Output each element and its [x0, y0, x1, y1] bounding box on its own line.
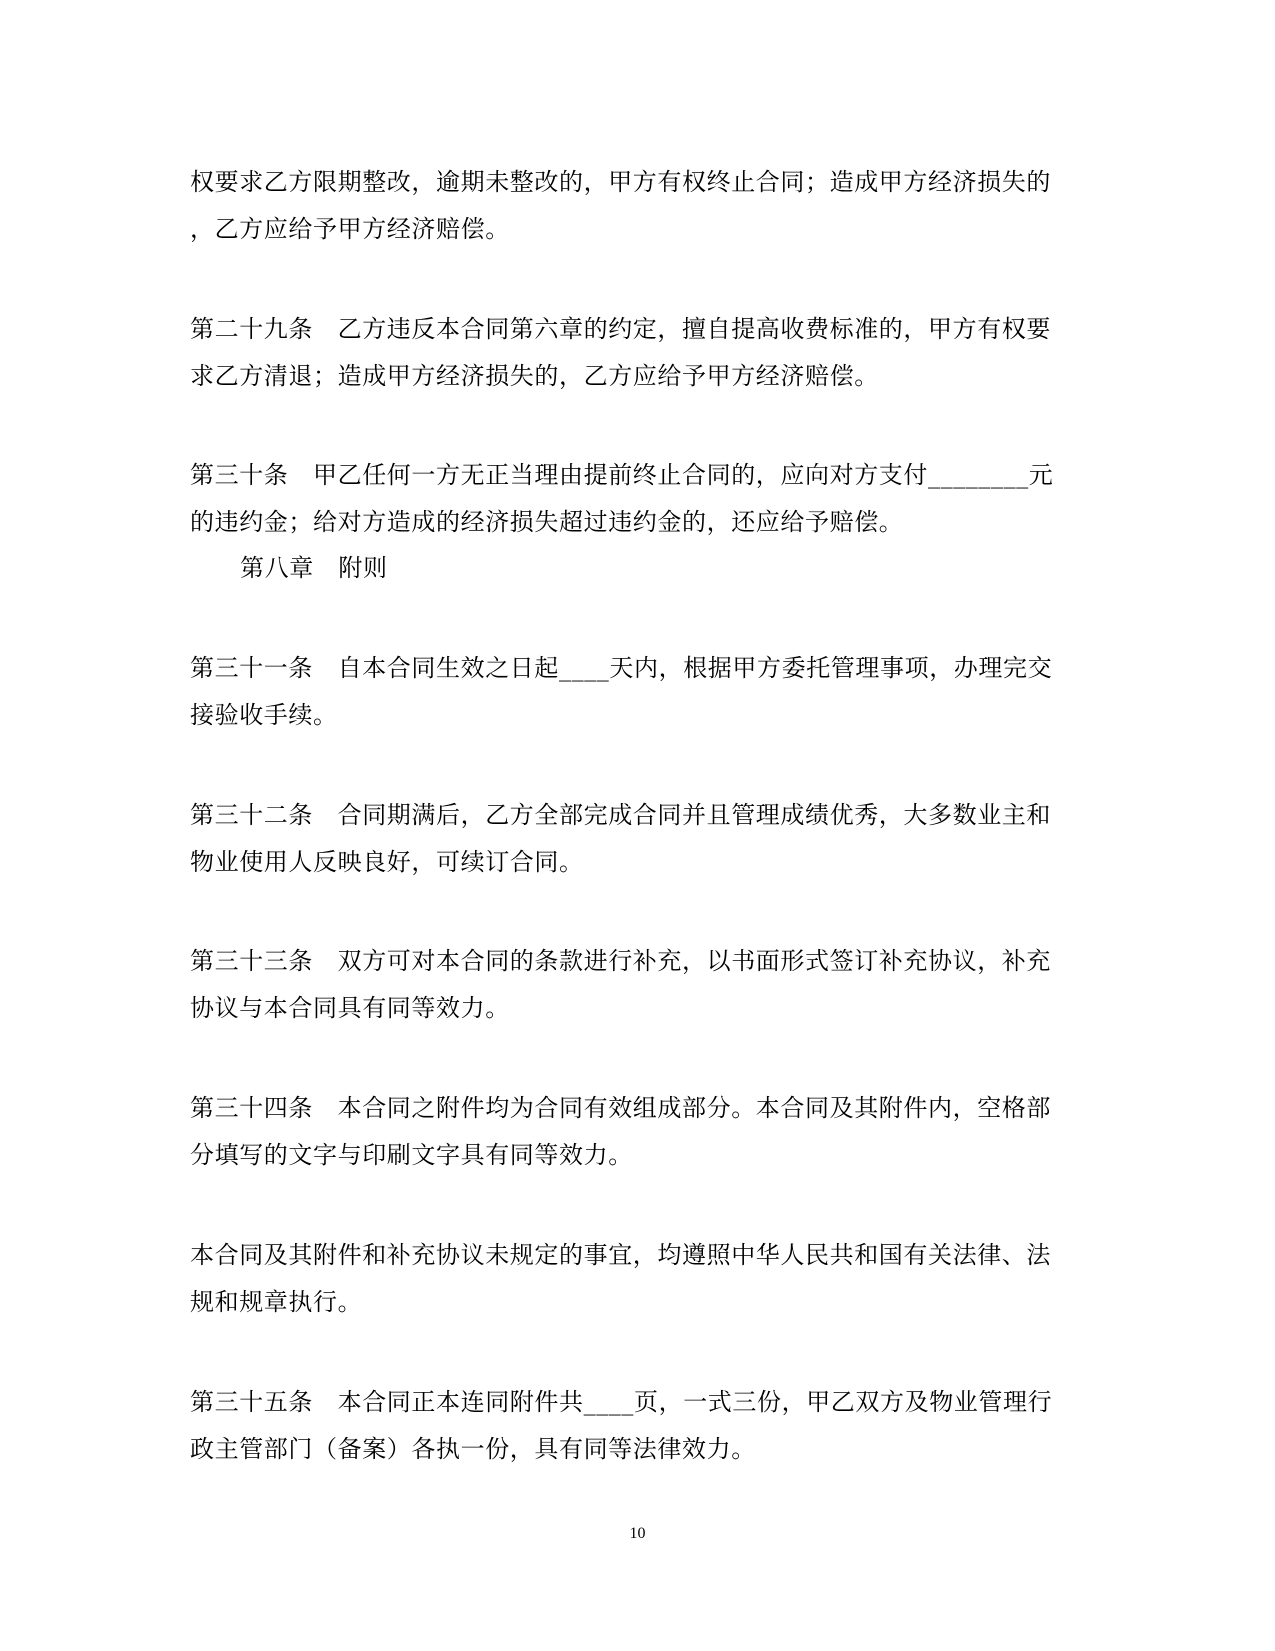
text-line: 权要求乙方限期整改，逾期未整改的，甲方有权终止合同；造成甲方经济损失的	[190, 168, 1051, 196]
supplementary-clause-line: 本合同及其附件和补充协议未规定的事宜，均遵照中华人民共和国有关法律、法	[190, 1241, 1051, 1269]
text-line: ，乙方应给予甲方经济赔偿。	[190, 215, 510, 243]
text-line: 协议与本合同具有同等效力。	[190, 994, 510, 1022]
text-line: 接验收手续。	[190, 701, 338, 729]
chapter-heading: 第八章 附则	[240, 554, 388, 582]
article-31-line: 第三十一条 自本合同生效之日起____天内，根据甲方委托管理事项，办理完交	[190, 654, 1053, 682]
text-line: 规和规章执行。	[190, 1288, 363, 1316]
article-32-line: 第三十二条 合同期满后，乙方全部完成合同并且管理成绩优秀，大多数业主和	[190, 801, 1051, 829]
page-number: 10	[629, 1525, 646, 1542]
text-line: 物业使用人反映良好，可续订合同。	[190, 848, 584, 876]
text-line: 政主管部门（备案）各执一份，具有同等法律效力。	[190, 1435, 756, 1463]
text-line: 的违约金；给对方造成的经济损失超过违约金的，还应给予赔偿。	[190, 508, 904, 536]
text-line: 分填写的文字与印刷文字具有同等效力。	[190, 1141, 633, 1169]
article-34-line: 第三十四条 本合同之附件均为合同有效组成部分。本合同及其附件内，空格部	[190, 1094, 1051, 1122]
text-line: 求乙方清退；造成甲方经济损失的，乙方应给予甲方经济赔偿。	[190, 362, 879, 390]
article-29-line: 第二十九条 乙方违反本合同第六章的约定，擅自提高收费标准的，甲方有权要	[190, 315, 1051, 343]
article-35-line: 第三十五条 本合同正本连同附件共____页，一式三份，甲乙双方及物业管理行	[190, 1388, 1053, 1416]
article-30-line: 第三十条 甲乙任何一方无正当理由提前终止合同的，应向对方支付________元	[190, 461, 1054, 489]
article-33-line: 第三十三条 双方可对本合同的条款进行补充，以书面形式签订补充协议，补充	[190, 947, 1051, 975]
